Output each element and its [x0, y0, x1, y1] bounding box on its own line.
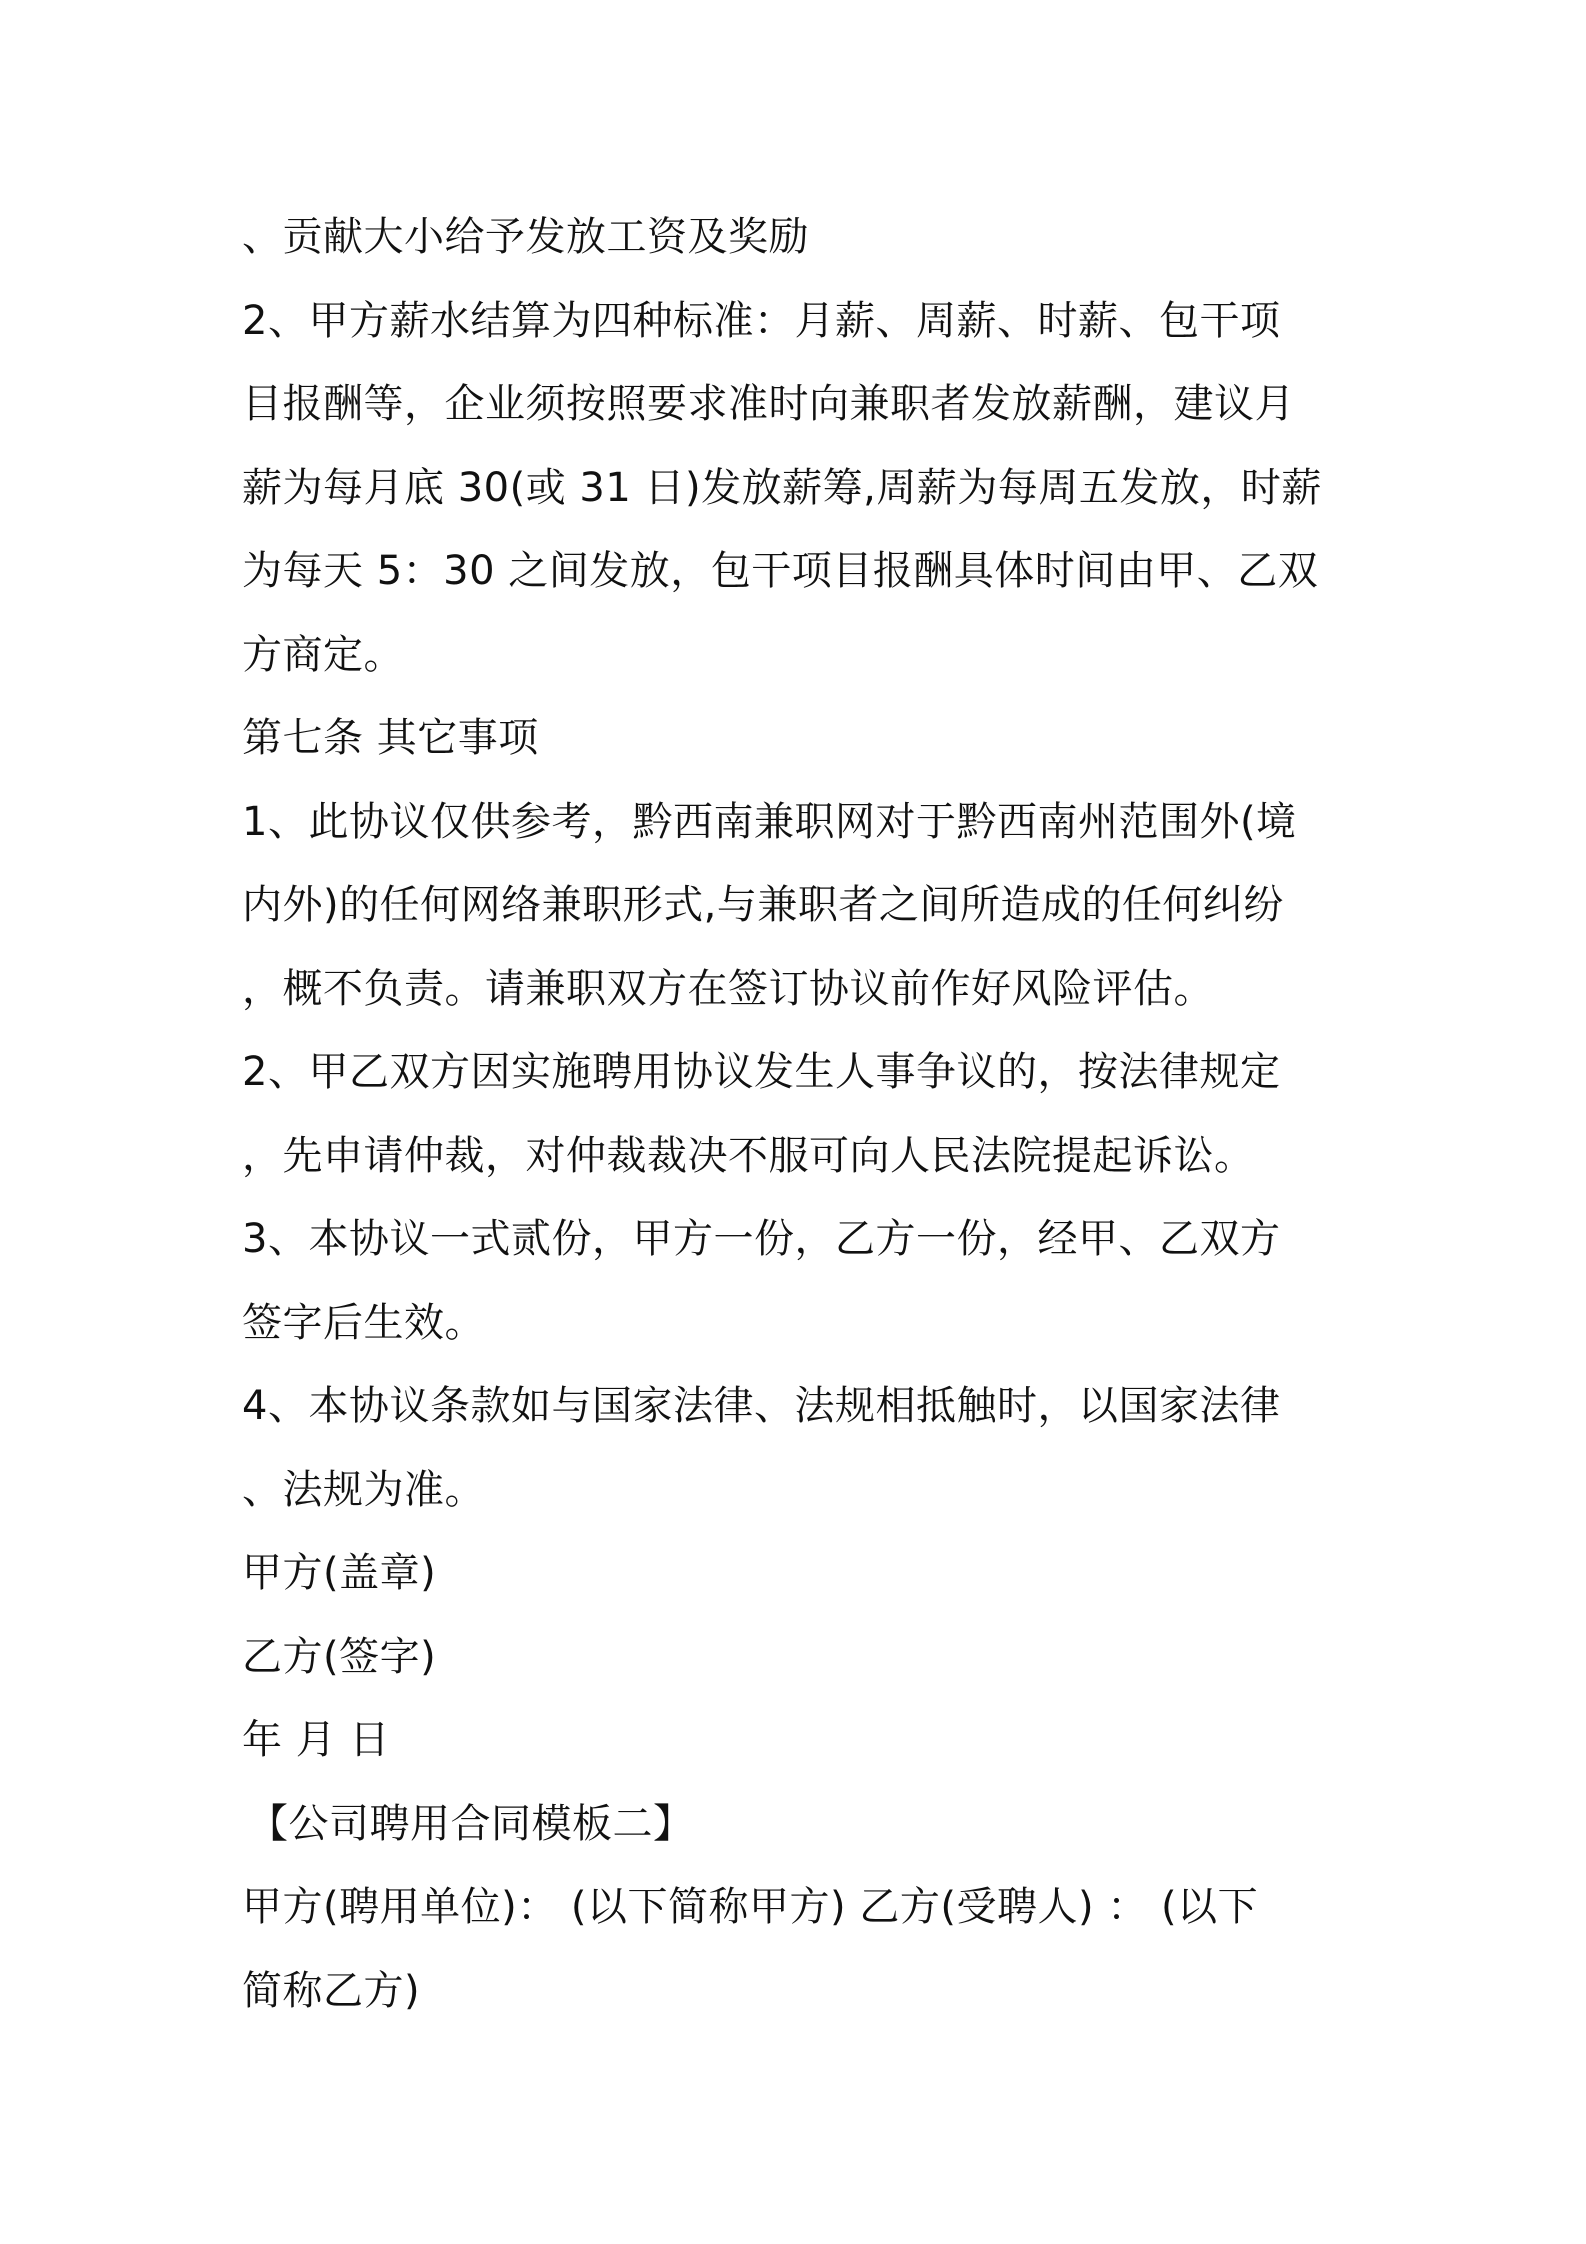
text-line: 、法规为准。: [242, 1466, 485, 1513]
text-line: 内外)的任何网络兼职形式,与兼职者之间所造成的任何纠纷: [242, 882, 1284, 928]
text-line: 方商定。: [242, 631, 404, 678]
text-line: 2、甲方薪水结算为四种标准：月薪、周薪、时薪、包干项: [242, 297, 1281, 344]
section-heading: 第七条 其它事项: [242, 715, 539, 761]
text-line: 简称乙方): [242, 1967, 421, 2014]
text-line: 、贡献大小给予发放工资及奖励: [242, 214, 809, 260]
text-line: 2、甲乙双方因实施聘用协议发生人事争议的，按法律规定: [242, 1049, 1281, 1095]
text-line: ，先申请仲裁，对仲裁裁决不服可向人民法院提起诉讼。: [242, 1132, 1255, 1179]
text-line: 1、此协议仅供参考，黔西南兼职网对于黔西南州范围外(境: [242, 798, 1297, 845]
template-title: 【公司聘用合同模板二】: [248, 1800, 694, 1847]
document-body: [242, 196, 1362, 2033]
text-line: ，概不负责。请兼职双方在签订协议前作好风险评估。: [242, 965, 1214, 1012]
text-line: 目报酬等，企业须按照要求准时向兼职者发放薪酬，建议月: [242, 381, 1295, 427]
text-line: 3、本协议一式贰份，甲方一份，乙方一份，经甲、乙双方: [242, 1216, 1281, 1262]
text-line: 签字后生效。: [242, 1299, 485, 1346]
text-line: 甲方(聘用单位)： (以下简称甲方) 乙方(受聘人) ： (以下: [242, 1884, 1259, 1930]
text-line: 4、本协议条款如与国家法律、法规相抵触时，以国家法律: [242, 1383, 1281, 1429]
party-b-signature-line: 乙方(签字): [242, 1633, 437, 1680]
text-line: 为每天 5：30 之间发放，包干项目报酬具体时间由甲、乙双: [242, 548, 1319, 594]
text-line: 薪为每月底 30(或 31 日)发放薪筹,周薪为每周五发放，时薪: [242, 464, 1322, 511]
date-line: 年 月 日: [242, 1717, 390, 1763]
party-a-seal-line: 甲方(盖章): [242, 1550, 437, 1596]
